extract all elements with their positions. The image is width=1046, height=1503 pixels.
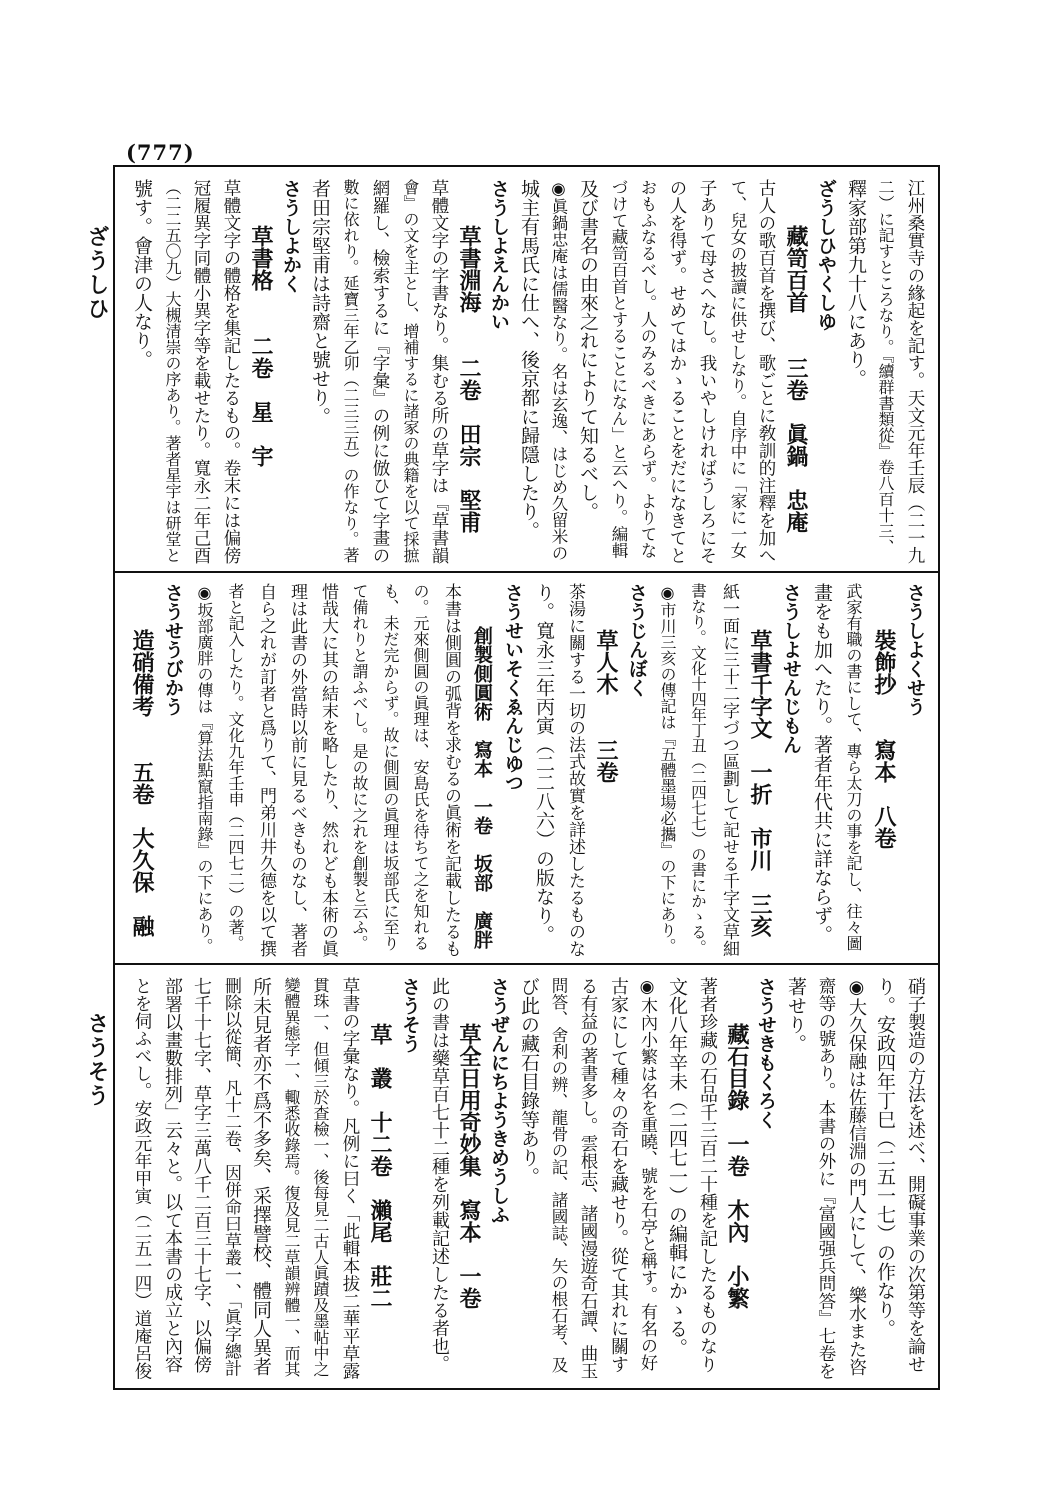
entry-reading: さうせうびかう	[162, 583, 184, 716]
text-column: 會』の文を主とし、增補するに諸家の典籍を以て採摭	[401, 179, 420, 563]
text-column: 刪除以從簡、凡十二卷、因併命曰草叢一、「眞字總計	[221, 977, 241, 1377]
text-column: 紙一面に三十二字づつ區劃して記せる千字文草細	[719, 583, 739, 957]
text-column: 問答、舍利の辨、龍骨の記、諸國誌、矢の根石考、及	[549, 977, 568, 1373]
text-column: 武家有職の書にして、專ら太刀の事を記し、往々圖	[844, 583, 863, 951]
text-column: 變體異態字一、輙悉收錄焉。復及見二草韻辨體一、而其	[282, 977, 301, 1377]
text-column: 城主有馬氏に仕へ、後京都に歸隱したり。	[518, 179, 540, 540]
entry-title: 草全日用奇妙集 寫本 一卷	[456, 1001, 482, 1309]
entry-title: 藏石目錄 一卷 木內 小繁	[724, 1001, 750, 1309]
entry-reading: さうしよえんかい	[488, 179, 510, 331]
band-middle	[115, 579, 938, 961]
text-column: おもふなるべし。人のみるべきにあらず。よりてな	[638, 179, 657, 559]
text-column: 此の書は藥草百七十二種を列載記述したる者也。	[429, 977, 450, 1373]
text-column: 及び書名の由來之れによりて知るべし。	[577, 179, 599, 521]
text-column: 者と記入したり。文化九年壬申（二四七二）の著。	[226, 583, 245, 951]
text-column: 惜哉大に其の結末を略したり、然れども本術の眞	[318, 583, 338, 957]
text-column: づけて藏笥百首とすることになん」と云へり。編輯	[609, 179, 628, 559]
entry-title: 草人木 三卷	[593, 607, 619, 783]
divider-top	[115, 571, 938, 573]
text-column: ◉坂部廣胖の傳は『算法點竄指南錄』の下にあり。	[195, 583, 214, 954]
text-column: 理は此書の外當時以前に見るべきものなし、著者	[287, 583, 307, 957]
entry-reading: さうぜんにちようきめうしふ	[488, 977, 510, 1224]
text-column: 著せり。	[785, 977, 807, 1053]
entry-reading: さうせいそくゑんじゆつ	[502, 583, 524, 792]
text-column: 硝子製造の方法を述べ、開礙事業の次第等を論せ	[905, 977, 926, 1373]
text-column: 茶湯に關する一切の法式故實を詳述したるものな	[565, 583, 585, 957]
divider-middle	[115, 963, 938, 965]
band-top	[115, 175, 938, 569]
text-column: る有益の著書多し。雲根志、諸國漫遊奇石譚、曲玉	[578, 977, 598, 1380]
text-column: も、未だ完からず。故に側圓の眞理は坂部氏に至り	[381, 583, 400, 951]
text-column: り。安政四年丁巳（二五一七）の作なり。	[874, 977, 896, 1338]
band-bottom	[115, 973, 938, 1385]
entry-title: 草 叢 十二卷 瀨尾 莊二	[367, 1001, 393, 1309]
entry-reading: さうじんぼく	[626, 583, 648, 697]
text-column: ◉大久保融は佐藤信淵の門人にして、樂水また咨	[846, 977, 867, 1376]
text-column: 貫珠一、但傾三於查檢一、後每見二古人眞蹟及墨帖中之	[311, 977, 330, 1377]
page-frame	[113, 165, 940, 1390]
text-column: 古家にして種々の奇石を藏せり。從て其れに關す	[608, 977, 629, 1373]
text-column: 草書の字彙なり。凡例に曰く「此輯本拔二華平草露	[340, 977, 360, 1380]
text-column: 部署以畫數排列」云々と。以て本書の成立と內容	[162, 977, 183, 1373]
text-column: 網羅し、檢索するに『字彙』の例に倣ひて字畫の	[370, 179, 390, 564]
text-column: 二）に記すところなり。『續群書類從』卷八百十三、	[876, 179, 895, 555]
text-column: 數に依れり。延寶三年乙卯（二三三五）の作なり。著	[341, 179, 360, 563]
text-column: ◉市川三亥の傳記は『五體墨場必攜』の下にあり。	[658, 583, 677, 954]
text-column: 號す。會津の人なり。	[131, 179, 153, 369]
text-column: 草體文字の字書なり。集むる所の草字は『草書韻	[429, 179, 449, 564]
entry-reading: さうしよくせう	[904, 583, 926, 716]
text-column: 著者珍藏の石品千三百二十種を記したるものなり	[697, 977, 718, 1373]
entry-title: 造硝備考 五卷 大久保 融	[129, 607, 155, 937]
text-column: ◉眞鍋忠庵は儒醫なり。名は玄逸、はじめ久留米の	[549, 179, 568, 561]
text-column: て、兒女の披讀に供せしなり。自序中に「家に一女	[728, 179, 747, 559]
text-column: ◉木內小繁は名を重曉、號を石亭と稱す。有名の好	[637, 977, 657, 1371]
text-column: 古人の歌百首を撰び、歌ごとに敎訓的注釋を加へ	[756, 179, 776, 564]
entry-reading: さうしよかく	[280, 179, 302, 293]
text-column: とを伺ふべし。安政元年甲寅（二五一四）道庵呂俊	[132, 977, 152, 1380]
text-column: り。寬永三年丙寅（二二八六）の版なり。	[533, 583, 555, 944]
text-column: 釋家部第九十八にあり。	[845, 179, 867, 388]
entry-reading: さうせきもくろく	[755, 977, 777, 1129]
running-head-left-bottom: さうそう	[84, 1012, 110, 1108]
text-column: び此の藏石目錄等あり。	[518, 977, 540, 1186]
text-column: 草體文字の體格を集記したるもの。卷末には偏傍	[221, 179, 241, 564]
entry-reading: さうそう	[399, 977, 421, 1053]
text-column: 子ありて母さへなし。我いやしければうしろにそ	[697, 179, 717, 564]
entry-title: 藏笥百首 三卷 眞鍋 忠庵	[783, 203, 809, 533]
text-column: 畫をも加へたり。著者年代共に詳ならず。	[811, 583, 833, 944]
text-column: て備れりと謂ふべし。是の故に之れを創製と云ふ。	[350, 583, 369, 951]
text-column: 齋等の號あり。本書の外に『富國强兵問答』七卷を	[816, 977, 836, 1380]
text-column: 本書は側圓の弧背を求むるの眞術を記載したるも	[441, 583, 461, 957]
entry-title: 草書格 二卷 星 宇	[248, 203, 274, 467]
text-column: 冠履異字同體小異字等を載せたり。寬永二年己酉	[191, 179, 211, 564]
text-column: 自ら之れが訂者と爲りて、門弟川井久德を以て撰	[256, 583, 276, 957]
text-column: 者田宗堅甫は詩齋と號せり。	[309, 179, 331, 426]
entry-title: 裝飾抄 寫本 八卷	[871, 607, 897, 849]
page-number: (777)	[126, 140, 195, 165]
text-column: 文化八年辛未（二四七一）の編輯にかゝる。	[666, 977, 688, 1357]
entry-reading: さうしよせんじもん	[780, 583, 802, 754]
text-column: 書なり。文化十四年丁丑（二四七七）の書にかゝる。	[689, 583, 707, 955]
text-column: の。元來側圓の眞理は、安島氏を待ちて之を知れる	[411, 583, 430, 951]
entry-title: 創製側圓術 寫本 一卷 坂部 廣胖	[471, 607, 493, 949]
running-head-left-top: ざうしひ	[84, 225, 110, 321]
entry-title: 草書淵海 二卷 田宗 堅甫	[456, 203, 482, 533]
text-column: 七千十七字、草字三萬八千二百三十七字、以偏傍	[191, 977, 212, 1373]
text-column: （二二五〇九）大槻清崇の序あり。著者星宇は研堂と	[163, 179, 182, 563]
text-column: の人を得ず。せめてはかゝることをだになきてと	[667, 179, 687, 564]
text-column: 所未見者亦不爲不多矣、采擇譬校、體同人異者	[250, 977, 272, 1376]
entry-title: 草書千字文 一折 市川 三亥	[747, 607, 773, 937]
text-column: 江州桑實寺の緣起を記す。天文元年壬辰（二一九	[905, 179, 925, 564]
entry-reading: ざうしひやくしゆ	[815, 179, 837, 331]
